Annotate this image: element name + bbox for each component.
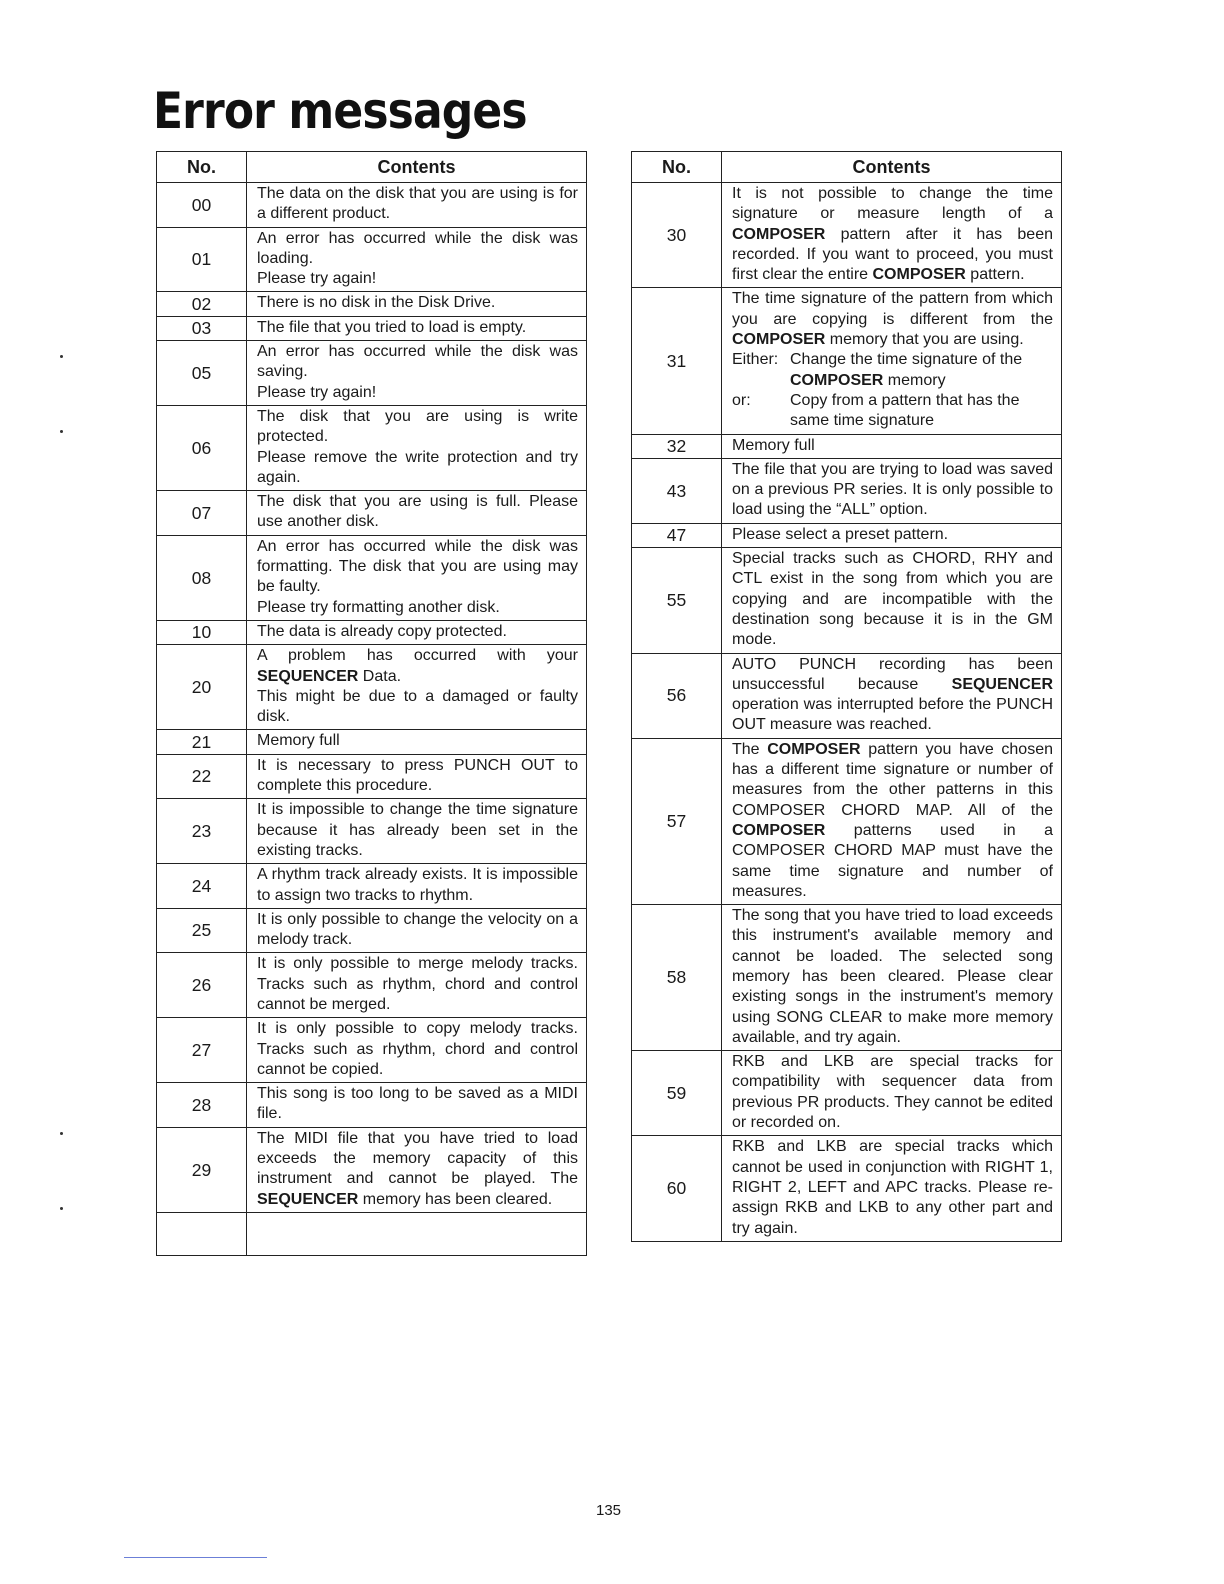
table-row: [157, 227, 587, 292]
col-header-no: No.: [157, 152, 247, 183]
error-description: RKB and LKB are special tracks which cannot be used in conjunction with RIGHT 1, RIGHT 2, LEFT and APC tracks. Please re-assign RKB and LKB to any other part and try again.: [722, 1136, 1062, 1241]
table-row: [632, 183, 1062, 288]
error-description: It is only possible to change the velocity on a melody track.: [247, 908, 587, 953]
table-row: [157, 316, 587, 340]
error-description: The file that you tried to load is empty.: [247, 316, 587, 340]
error-number: 31: [632, 288, 722, 434]
error-description: An error has occurred while the disk was saving. Please try again!: [247, 341, 587, 406]
error-number: 32: [632, 434, 722, 458]
table-header-row: [157, 152, 587, 183]
table-row: [157, 953, 587, 1018]
error-number: 23: [157, 799, 247, 864]
error-number: 07: [157, 491, 247, 536]
table-row: [632, 458, 1062, 523]
error-number: 20: [157, 645, 247, 730]
table-row: [632, 653, 1062, 738]
table-row: [157, 754, 587, 799]
col-header-contents: Contents: [722, 152, 1062, 183]
error-description: Please select a preset pattern.: [722, 523, 1062, 547]
error-description: Special tracks such as CHORD, RHY and CTL exist in the song from which you are copying and are incompatible with the destination song because it is in the GM mode.: [722, 548, 1062, 653]
error-description: There is no disk in the Disk Drive.: [247, 292, 587, 316]
error-description: The disk that you are using is write protected. Please remove the write protection and try again.: [247, 405, 587, 490]
table-row: [632, 434, 1062, 458]
table-row: [157, 535, 587, 620]
error-number: 02: [157, 292, 247, 316]
page-number: 135: [596, 1502, 622, 1519]
error-number: 58: [632, 905, 722, 1051]
error-number: 56: [632, 653, 722, 738]
error-number: 01: [157, 227, 247, 292]
error-description: The disk that you are using is full. Please use another disk.: [247, 491, 587, 536]
footer-rule: [124, 1557, 267, 1558]
error-description: A rhythm track already exists. It is impossible to assign two tracks to rhythm.: [247, 864, 587, 909]
error-number: 03: [157, 316, 247, 340]
table-filler-row: [157, 1212, 587, 1255]
error-number: 24: [157, 864, 247, 909]
table-row: [632, 1136, 1062, 1241]
error-description: It is only possible to copy melody tracks. Tracks such as rhythm, chord and control cannot be copied.: [247, 1018, 587, 1083]
scan-speck: [60, 430, 63, 433]
error-number: 47: [632, 523, 722, 547]
table-row: [157, 620, 587, 644]
error-description: It is impossible to change the time signature because it has already been set in the existing tracks.: [247, 799, 587, 864]
scan-speck: [60, 1207, 63, 1210]
table-row: [157, 908, 587, 953]
error-number: 22: [157, 754, 247, 799]
error-number: 43: [632, 458, 722, 523]
error-description: The time signature of the pattern from which you are copying is different from the COMPOSER memory that you are using. Either: Change the time signature of the COMPOSER memory or: Copy from a pattern that has the same time signature: [722, 288, 1062, 434]
error-number: 27: [157, 1018, 247, 1083]
table-row: [157, 183, 587, 228]
table-row: [632, 1051, 1062, 1136]
table-row: [157, 730, 587, 754]
error-number: 06: [157, 405, 247, 490]
error-description: This song is too long to be saved as a MIDI file.: [247, 1083, 587, 1128]
table-row: [157, 1127, 587, 1212]
table-row: [157, 491, 587, 536]
error-description: RKB and LKB are special tracks for compatibility with sequencer data from previous PR products. They cannot be edited or recorded on.: [722, 1051, 1062, 1136]
table-header-row: [632, 152, 1062, 183]
table-row: [157, 405, 587, 490]
error-number: 30: [632, 183, 722, 288]
page-title: Error messages: [153, 82, 527, 140]
scan-speck: [60, 355, 63, 358]
table-row: [632, 288, 1062, 434]
error-description: AUTO PUNCH recording has been unsuccessful because SEQUENCER operation was interrupted before the PUNCH OUT measure was reached.: [722, 653, 1062, 738]
table-row: [632, 548, 1062, 653]
error-number: 29: [157, 1127, 247, 1212]
error-number: 25: [157, 908, 247, 953]
table-row: [157, 292, 587, 316]
error-description: The COMPOSER pattern you have chosen has a different time signature or number of measures from the other patterns in this COMPOSER CHORD MAP. All of the COMPOSER patterns used in a COMPOSER CHORD MAP must have the same time signature and number of measures.: [722, 738, 1062, 904]
table-row: [157, 341, 587, 406]
scan-speck: [60, 1132, 63, 1135]
col-header-contents: Contents: [247, 152, 587, 183]
error-number: 59: [632, 1051, 722, 1136]
table-row: [157, 1083, 587, 1128]
table-row: [632, 905, 1062, 1051]
error-number: 55: [632, 548, 722, 653]
error-description: An error has occurred while the disk was loading. Please try again!: [247, 227, 587, 292]
error-description: Memory full: [247, 730, 587, 754]
table-row: [157, 1018, 587, 1083]
error-number: 57: [632, 738, 722, 904]
error-number: 05: [157, 341, 247, 406]
error-description: It is only possible to merge melody tracks. Tracks such as rhythm, chord and control cannot be merged.: [247, 953, 587, 1018]
error-description: The MIDI file that you have tried to load exceeds the memory capacity of this instrument and cannot be played. The SEQUENCER memory has been cleared.: [247, 1127, 587, 1212]
table-row: [632, 738, 1062, 904]
error-description: The file that you are trying to load was saved on a previous PR series. It is only possible to load using the “ALL” option.: [722, 458, 1062, 523]
error-table-right: [631, 151, 1062, 1242]
table-row: [157, 799, 587, 864]
error-description: Memory full: [722, 434, 1062, 458]
col-header-no: No.: [632, 152, 722, 183]
error-number: 26: [157, 953, 247, 1018]
error-description: The data on the disk that you are using is for a different product.: [247, 183, 587, 228]
error-number: 60: [632, 1136, 722, 1241]
table-row: [157, 645, 587, 730]
error-number: 08: [157, 535, 247, 620]
error-number: 21: [157, 730, 247, 754]
error-number: 10: [157, 620, 247, 644]
error-description: An error has occurred while the disk was formatting. The disk that you are using may be faulty. Please try formatting another disk.: [247, 535, 587, 620]
error-description: It is necessary to press PUNCH OUT to complete this procedure.: [247, 754, 587, 799]
error-description: The song that you have tried to load exceeds this instrument's available memory and cannot be loaded. The selected song memory has been cleared. Please clear existing songs in the instrument's memory using SONG CLEAR to make more memory available, and try again.: [722, 905, 1062, 1051]
error-description: A problem has occurred with your SEQUENCER Data. This might be due to a damaged or faulty disk.: [247, 645, 587, 730]
error-number: 28: [157, 1083, 247, 1128]
error-description: The data is already copy protected.: [247, 620, 587, 644]
error-number: 00: [157, 183, 247, 228]
table-row: [632, 523, 1062, 547]
error-table-left: [156, 151, 587, 1256]
error-description: It is not possible to change the time signature or measure length of a COMPOSER pattern after it has been recorded. If you want to proceed, you must first clear the entire COMPOSER pattern.: [722, 183, 1062, 288]
table-row: [157, 864, 587, 909]
